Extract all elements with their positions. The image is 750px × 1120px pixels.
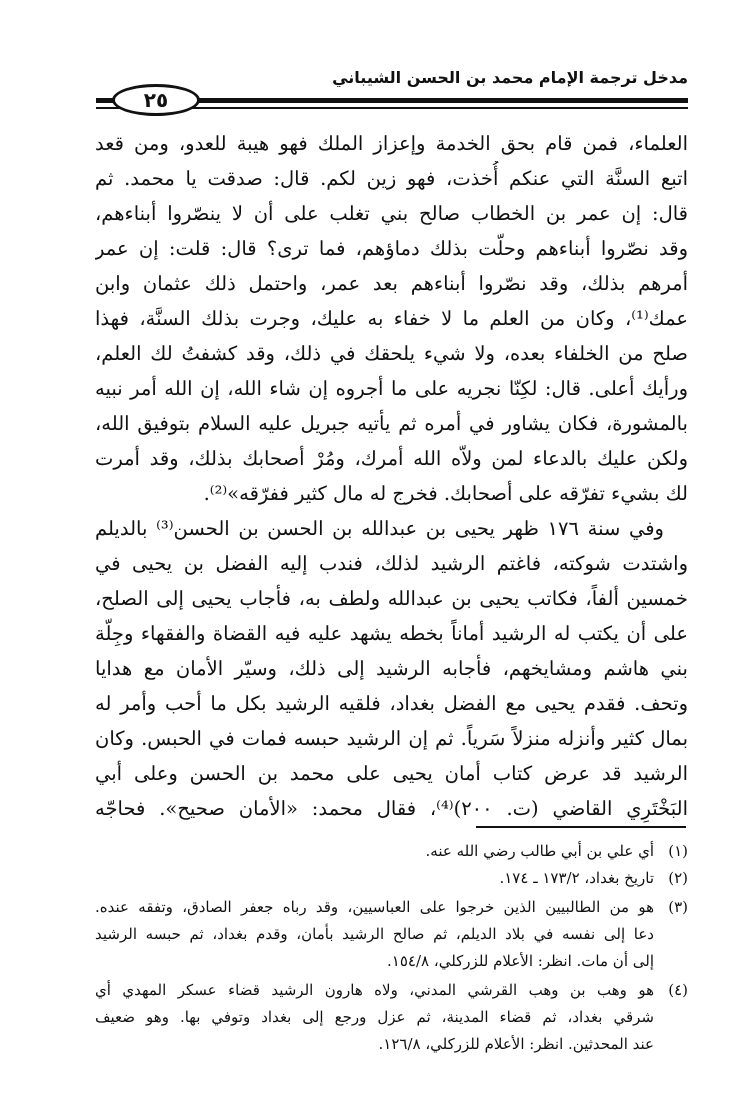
page-number-oval [112,84,200,116]
footnote-line: إلى أن مات. انظر: الأعلام للزركلي، ١٥٤/٨. [387,952,654,970]
footnote-number: (٣) [668,898,688,916]
text-line: البَخْتَرِي القاضي (ت. ٢٠٠)⁽⁴⁾، فقال محمد: «الأمان صحيح». فحاجّه [95,797,688,820]
main-text [95,126,688,826]
footnote-line: شرقي بغداد، ثم قضاء المدينة، ثم عزل ورجع إلى بغداد وتوفي بها. وهو ضعيف [95,1008,654,1026]
text-line: وقد نصّروا أبناءهم وحلّت بذلك دماؤهم، فما ترى؟ قال: قلت: إن عمر [95,237,688,260]
text-line: عمك⁽¹⁾، وكان من العلم ما لا خفاء به عليك، وجرت بذلك السنَّة، فهذا [95,307,688,330]
footnote-line: دعا إلى نفسه في بلاد الديلم، ثم صالح الرشيد بأمان، وقدم بغداد، ثم حبسه الرشيد [95,925,654,943]
footnote [95,865,688,892]
running-title: مدخل ترجمة الإمام محمد بن الحسن الشيباني [332,68,688,87]
text-line: وتحف. فقدم يحيى مع الفضل بغداد، فلقيه الرشيد بكل ما أحب وأمر له [95,692,688,715]
text-line: على أن يكتب له الرشيد أماناً بخطه يشهد عليه فيه القضاة والفقهاء وجِلّة [95,622,688,645]
footnote-line: تاريخ بغداد، ١٧٣/٢ ـ ١٧٤. [499,869,654,887]
page-number: ٢٥ [143,88,169,112]
footnote-line: هو من الطالبيين الذين خرجوا على العباسيين، وقد رباه جعفر الصادق، وتفقه عنده. [95,898,654,916]
footnote-line: عند المحدثين. انظر: الأعلام للزركلي، ١٢٦/٨. [378,1035,654,1053]
footnote-number: (١) [668,842,688,860]
text-line: ورأيك أعلى. قال: لكِنّا نجريه على ما أجروه إن شاء الله، إن الله أمر نبيه [95,377,688,400]
text-line: خمسين ألفاً، فكاتب يحيى بن عبدالله ولطف به، فأجاب يحيى إلى الصلح، [95,587,688,610]
page-header [96,66,688,126]
text-line: ولكن عليك بالدعاء لمن ولاّه الله أمرك، ومُرْ أصحابك بذلك، وقد أمرت [95,447,688,470]
footnote [95,977,688,1058]
text-line: الرشيد قد عرض كتاب أمان يحيى على محمد بن الحسن وعلى أبي [95,762,688,785]
text-line: بمال كثير وأنزله منزلاً سَرياً. ثم إن الرشيد حبسه فمات في الحبس. وكان [95,727,688,750]
text-line: العلماء، فمن قام بحق الخدمة وإعزاز الملك فهو هيبة للعدو، ومن قعد [95,132,688,155]
footnote-number: (٤) [668,981,688,999]
footnote-line: هو وهب بن وهب القرشي المدني، ولاه هارون الرشيد قضاء عسكر المهدي أي [95,981,654,999]
footnote-line: أي علي بن أبي طالب رضي الله عنه. [425,842,654,860]
text-line: واشتدت شوكته، فاغتم الرشيد لذلك، فندب إليه الفضل بن يحيى في [95,552,688,575]
footnote-separator [476,826,686,828]
text-line: أمرهم بذلك، وقد نصّروا أبناءهم بعد عمر، واحتمل ذلك عثمان وابن [95,272,688,295]
text-line: قال: إن عمر بن الخطاب صالح بني تغلب على أن لا ينصّروا أبناءهم، [95,202,688,225]
text-line: اتبع السنَّة التي عنكم أُخذت، فهو زين لكم. قال: صدقت يا محمد. ثم [95,167,688,190]
footnote [95,838,688,865]
text-line: وفي سنة ١٧٦ ظهر يحيى بن عبدالله بن الحسن بن الحسن⁽³⁾ بالديلم [95,517,664,540]
footnote [95,894,688,975]
text-line: بني هاشم ومشايخهم، فأجابه الرشيد إلى ذلك، وسيّر الأمان مع هدايا [95,657,688,680]
footnotes [95,838,688,1058]
text-line: بالمشورة، فكان يشاور في أمره ثم يأتيه جبريل عليه السلام بتوفيق الله، [95,412,688,435]
text-line: صلح من الخلفاء بعده، ولا شيء يلحقك في ذلك، وقد كشفتُ لك العلم، [95,342,688,365]
footnote-number: (٢) [668,869,688,887]
text-line: لك بشيء تفرّقه على أصحابك. فخرج له مال كثير ففرّقه»⁽²⁾. [203,482,688,505]
